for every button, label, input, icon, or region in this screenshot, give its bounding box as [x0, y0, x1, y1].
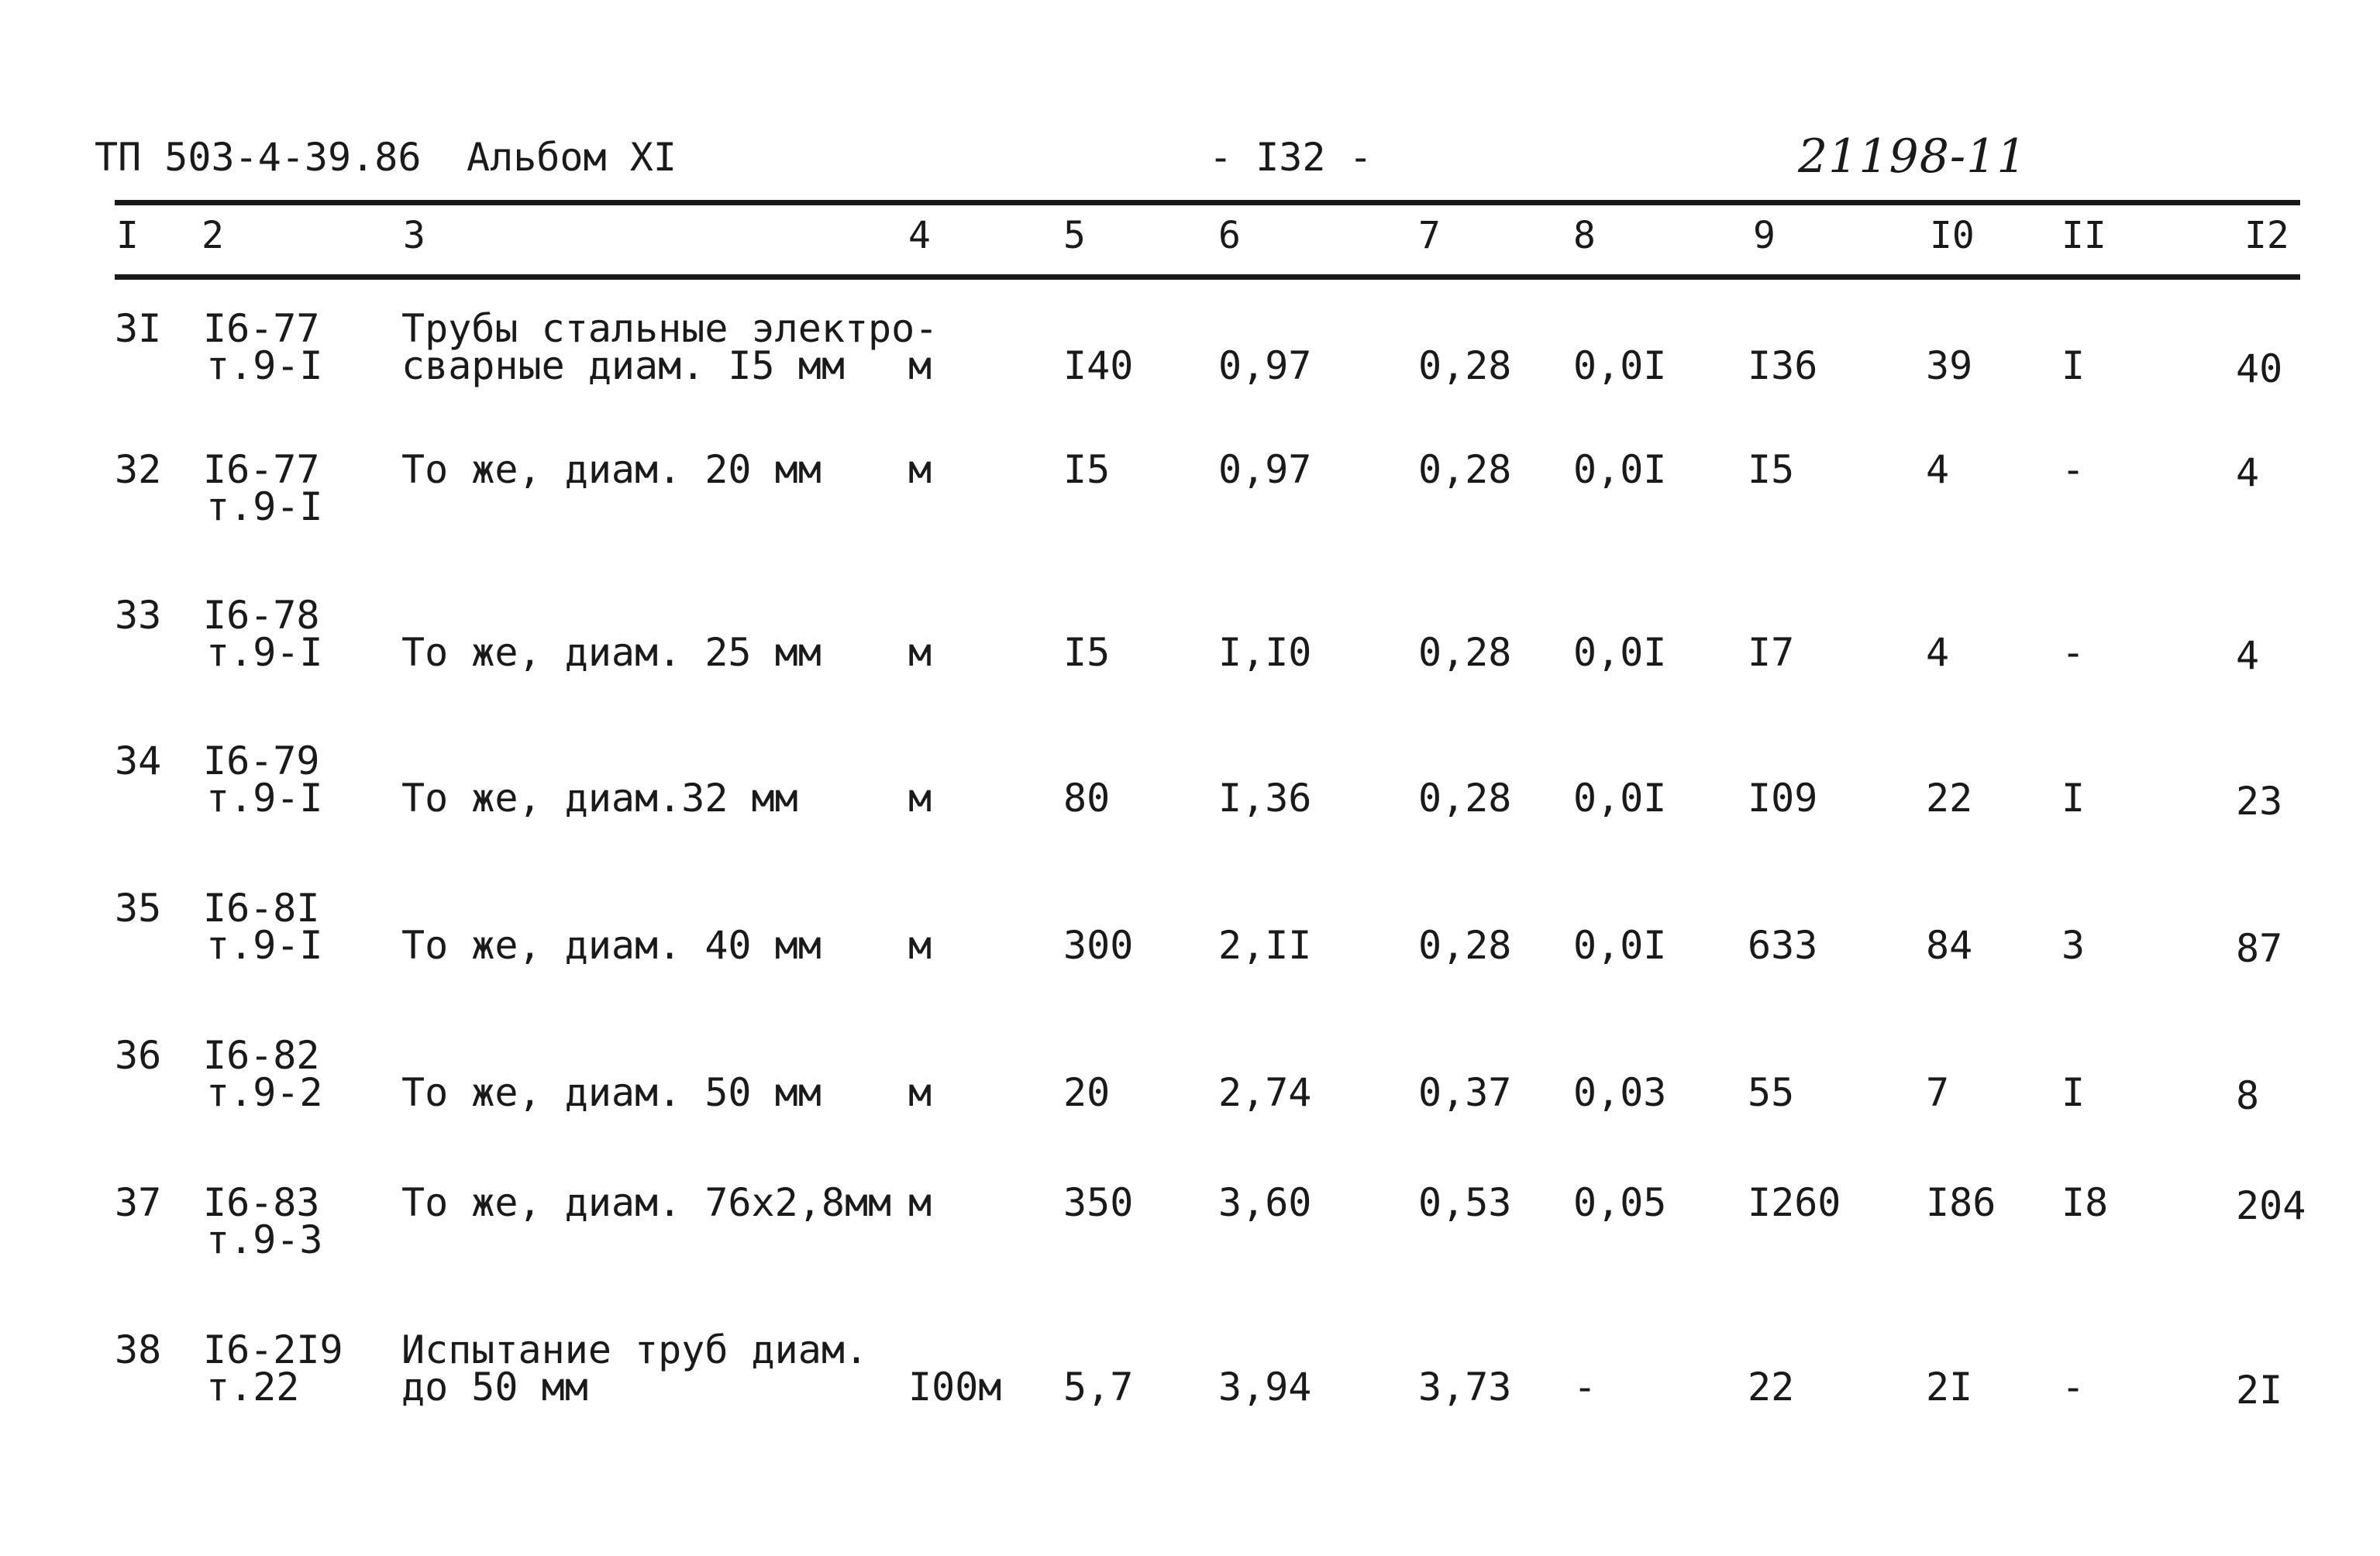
col7-cell: 3,73	[1418, 1365, 1512, 1410]
col11-cell: 3	[2061, 923, 2086, 968]
col6-cell: I,36	[1218, 776, 1312, 821]
col8-cell: 0,0I	[1573, 776, 1667, 821]
column-header-7: 7	[1418, 214, 1441, 257]
column-header-6: 6	[1218, 214, 1241, 257]
col9-cell: I260	[1748, 1180, 1841, 1225]
quantity-cell: 20	[1063, 1070, 1111, 1115]
col12-cell: 4	[2236, 633, 2260, 678]
col11-cell: I	[2061, 776, 2086, 821]
norm-code: I6-79	[203, 738, 320, 783]
norm-code: I6-2I9	[203, 1327, 343, 1372]
unit-cell: м	[908, 776, 932, 821]
col10-cell: 7	[1926, 1070, 1950, 1115]
col12-cell: 23	[2236, 779, 2283, 824]
col6-cell: 3,94	[1218, 1365, 1312, 1410]
quantity-cell: 5,7	[1063, 1365, 1134, 1410]
col9-cell: 633	[1748, 923, 1818, 968]
unit-cell: м	[908, 343, 932, 388]
description-line-2: до 50 мм	[401, 1365, 588, 1410]
description-line-1: Трубы стальные электро-	[401, 306, 939, 351]
quantity-cell: I5	[1063, 630, 1111, 675]
unit-cell: м	[908, 923, 932, 968]
col8-cell: 0,0I	[1573, 343, 1667, 388]
quantity-cell: I5	[1063, 447, 1111, 492]
norm-table-ref: т.9-I	[206, 343, 323, 388]
col10-cell: I86	[1926, 1180, 1996, 1225]
col12-cell: 4	[2236, 450, 2260, 495]
col7-cell: 0,28	[1418, 343, 1512, 388]
col9-cell: 55	[1748, 1070, 1795, 1115]
norm-table-ref: т.9-I	[206, 776, 323, 821]
norm-table-ref: т.9-I	[206, 484, 323, 529]
norm-table-ref: т.9-3	[206, 1217, 323, 1262]
header-rule-top	[115, 200, 2300, 205]
col6-cell: 2,74	[1218, 1070, 1312, 1115]
col11-cell: I	[2061, 1070, 2086, 1115]
col11-cell: -	[2061, 630, 2086, 675]
row-number: 38	[115, 1327, 162, 1372]
column-header-3: 3	[403, 214, 425, 257]
row-number: 36	[115, 1033, 162, 1078]
norm-code: I6-77	[203, 306, 320, 351]
description-line-2: То же, диам. 50 мм	[401, 1070, 821, 1115]
row-number: 37	[115, 1180, 162, 1225]
col12-cell: 8	[2236, 1073, 2260, 1118]
description-line-2: То же, диам.32 мм	[401, 776, 798, 821]
col12-cell: 40	[2236, 346, 2283, 391]
column-header-2: 2	[201, 214, 224, 257]
col10-cell: 4	[1926, 447, 1950, 492]
row-number: 33	[115, 593, 162, 638]
col9-cell: I36	[1748, 343, 1818, 388]
unit-cell: м	[908, 630, 932, 675]
col8-cell: 0,0I	[1573, 630, 1667, 675]
col7-cell: 0,28	[1418, 447, 1512, 492]
norm-code: I6-8I	[203, 886, 320, 931]
column-header-1: I	[116, 214, 139, 257]
row-number: 35	[115, 886, 162, 931]
quantity-cell: I40	[1063, 343, 1134, 388]
col11-cell: I8	[2061, 1180, 2109, 1225]
col7-cell: 0,28	[1418, 776, 1512, 821]
col9-cell: I09	[1748, 776, 1818, 821]
quantity-cell: 350	[1063, 1180, 1134, 1225]
norm-code: I6-82	[203, 1033, 320, 1078]
norm-table-ref: т.9-I	[206, 923, 323, 968]
col10-cell: 39	[1926, 343, 1973, 388]
album-label: Альбом XI	[467, 135, 677, 180]
description-line-1: То же, диам. 20 мм	[401, 447, 821, 492]
col6-cell: 0,97	[1218, 447, 1312, 492]
col6-cell: 0,97	[1218, 343, 1312, 388]
col11-cell: -	[2061, 1365, 2086, 1410]
unit-cell: м	[908, 1070, 932, 1115]
inventory-number: 21198-11	[1798, 129, 2027, 184]
col8-cell: 0,03	[1573, 1070, 1667, 1115]
norm-table-ref: т.9-2	[206, 1070, 323, 1115]
unit-cell: м	[908, 1180, 932, 1225]
description-line-2: сварные диам. I5 мм	[401, 343, 845, 388]
row-number: 3I	[115, 306, 162, 351]
column-header-9: 9	[1753, 214, 1776, 257]
col9-cell: I7	[1748, 630, 1795, 675]
quantity-cell: 80	[1063, 776, 1111, 821]
col6-cell: I,I0	[1218, 630, 1312, 675]
col10-cell: 2I	[1926, 1365, 1973, 1410]
col8-cell: 0,0I	[1573, 923, 1667, 968]
col8-cell: 0,05	[1573, 1180, 1667, 1225]
col12-cell: 87	[2236, 926, 2283, 971]
column-header-4: 4	[908, 214, 931, 257]
unit-cell: I00м	[908, 1365, 1002, 1410]
description-line-2: То же, диам. 25 мм	[401, 630, 821, 675]
norm-code: I6-83	[203, 1180, 320, 1225]
col7-cell: 0,28	[1418, 630, 1512, 675]
col6-cell: 2,II	[1218, 923, 1312, 968]
col7-cell: 0,28	[1418, 923, 1512, 968]
header-rule-bottom	[115, 274, 2300, 280]
row-number: 32	[115, 447, 162, 492]
col7-cell: 0,37	[1418, 1070, 1512, 1115]
column-header-12: I2	[2244, 214, 2289, 257]
description-line-2: То же, диам. 40 мм	[401, 923, 821, 968]
column-header-8: 8	[1573, 214, 1596, 257]
description-line-1: Испытание труб диам.	[401, 1327, 869, 1372]
document-code: ТП 503-4-39.86	[95, 135, 422, 180]
col10-cell: 84	[1926, 923, 1973, 968]
description-line-1: То же, диам. 76х2,8мм	[401, 1180, 892, 1225]
col9-cell: 22	[1748, 1365, 1795, 1410]
col12-cell: 204	[2236, 1183, 2306, 1228]
row-number: 34	[115, 738, 162, 783]
col9-cell: I5	[1748, 447, 1795, 492]
col8-cell: -	[1573, 1365, 1597, 1410]
norm-table-ref: т.22	[206, 1365, 300, 1410]
unit-cell: м	[908, 447, 932, 492]
col6-cell: 3,60	[1218, 1180, 1312, 1225]
col12-cell: 2I	[2236, 1368, 2283, 1413]
col10-cell: 4	[1926, 630, 1950, 675]
quantity-cell: 300	[1063, 923, 1134, 968]
col10-cell: 22	[1926, 776, 1973, 821]
norm-table-ref: т.9-I	[206, 630, 323, 675]
norm-code: I6-78	[203, 593, 320, 638]
col11-cell: -	[2061, 447, 2086, 492]
col11-cell: I	[2061, 343, 2086, 388]
norm-code: I6-77	[203, 447, 320, 492]
col8-cell: 0,0I	[1573, 447, 1667, 492]
column-header-11: II	[2061, 214, 2106, 257]
page-number: - I32 -	[1209, 135, 1373, 180]
column-header-10: I0	[1930, 214, 1975, 257]
col7-cell: 0,53	[1418, 1180, 1512, 1225]
column-header-5: 5	[1063, 214, 1086, 257]
